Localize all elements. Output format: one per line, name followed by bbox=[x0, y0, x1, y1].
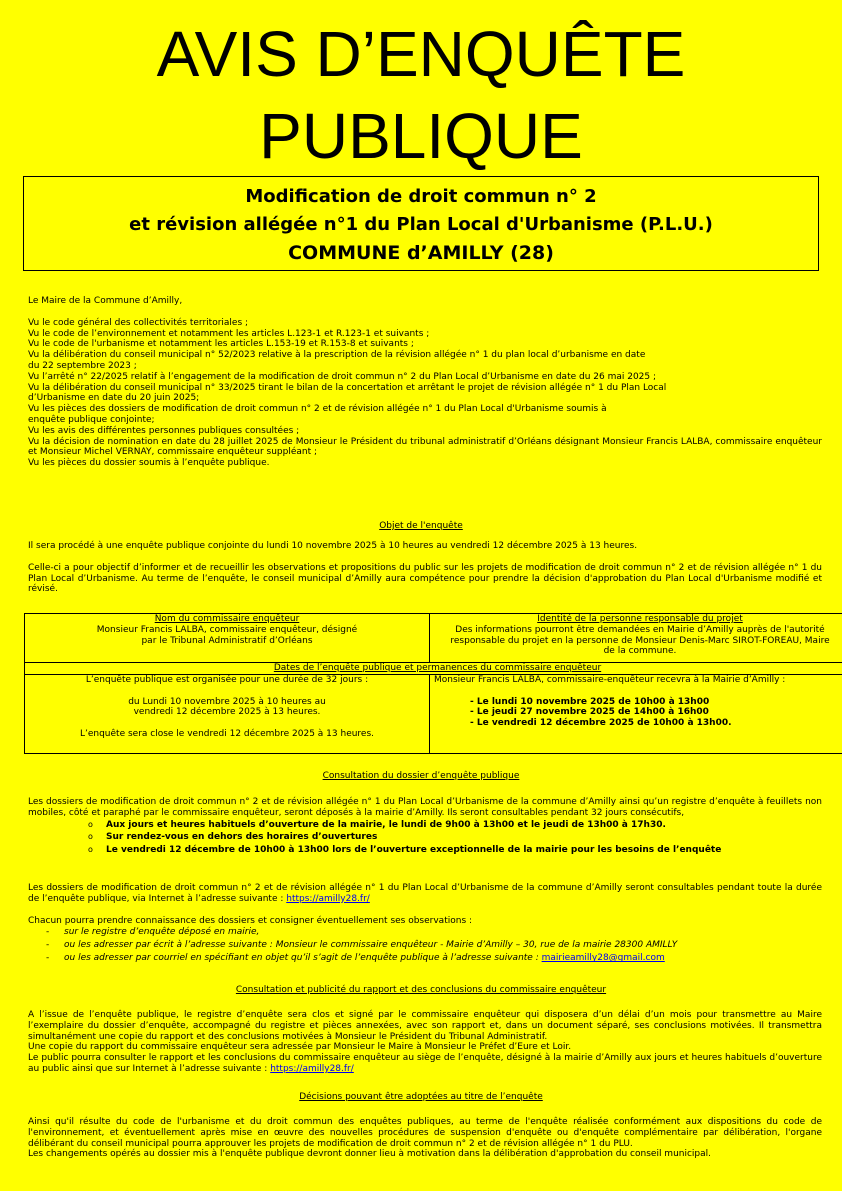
intro-section bbox=[28, 296, 822, 469]
dates-line-4: L’enquête sera close le vendredi 12 décembre 2025 à 13 heures. bbox=[79, 729, 375, 740]
permanences-cell bbox=[430, 674, 842, 753]
vu-item: Vu la décision de nomination en date du 28 juillet 2025 de Monsieur le Président du tribunal administratif d’Orléans désignant Monsieur Francis LALBA, commissaire enquêteur et Monsieur Michel VERNAY, commissaire enquêteur suppléant ; bbox=[28, 436, 822, 458]
rapport-section bbox=[28, 1010, 822, 1075]
vu-item: Vu les avis des différentes personnes publiques consultées ; bbox=[28, 425, 300, 436]
website-link[interactable]: https://amilly28.fr/ bbox=[270, 1063, 354, 1074]
consultation-bullet: o Sur rendez-vous en dehors des horaires d’ouvertures bbox=[106, 831, 822, 844]
dates-cell bbox=[25, 674, 430, 753]
title-line-2: PUBLIQUE bbox=[259, 100, 583, 172]
permanence-item: - Le lundi 10 novembre 2025 de 10h00 à 13h00 bbox=[470, 696, 710, 707]
vu-item: Vu le code de l’environnement et notamment les articles L.123-1 et R.123-1 et suivants ; bbox=[28, 328, 430, 339]
main-title bbox=[0, 14, 842, 178]
objet-paragraph-2: Celle-ci a pour objectif d’informer et de recueillir les observations et propositions du public sur les projets de modification de droit commun n° 2 et de révision allégée n° 1 du Plan Local d’Urbanisme. Au terme de l’enquête, le conseil municipal d’Amilly aura compétence pour prendre la décision d'approbation du Plan Local d'Urbanisme modifié et révisé. bbox=[28, 562, 822, 595]
objet-paragraph-1: Il sera procédé à une enquête publique conjointe du lundi 10 novembre 2025 à 10 heures au vendredi 12 décembre 2025 à 13 heures. bbox=[28, 541, 638, 551]
consultation-paragraph-2: Les dossiers de modification de droit commun n° 2 et de révision allégée n° 1 du Plan Local d’Urbanisme de la commune d’Amilly seront consultables pendant toute la durée de l’enquête publique, via Internet à l’adresse suivante : bbox=[28, 883, 822, 904]
decisions-section bbox=[28, 1117, 822, 1160]
responsable-header: Identité de la personne responsable du projet bbox=[537, 614, 743, 624]
subtitle-line-2: et révision allégée n°1 du Plan Local d'Urbanisme (P.L.U.) bbox=[129, 214, 713, 235]
subtitle-box bbox=[23, 176, 819, 271]
decisions-heading: Décisions pouvant être adoptées au titre de l’enquête bbox=[299, 1092, 543, 1102]
commissaire-cell bbox=[25, 614, 430, 663]
consultation-section bbox=[28, 797, 822, 856]
commissaire-text: Monsieur Francis LALBA, commissaire enquêteur, désigné par le Tribunal Administratif d’Orléans bbox=[96, 624, 358, 646]
greeting: Le Maire de la Commune d’Amilly, bbox=[28, 296, 183, 306]
responsable-cell bbox=[430, 614, 842, 663]
consultation-heading: Consultation du dossier d’enquête publique bbox=[322, 771, 520, 781]
permanence-item: - Le vendredi 12 décembre 2025 de 10h00 à 13h00. bbox=[470, 718, 732, 729]
title-line-1: AVIS D’ENQUÊTE bbox=[156, 18, 686, 90]
decisions-paragraph-1: Ainsi qu'il résulte du code de l'urbanisme et du droit commun des enquêtes publiques, au terme de l'enquête réalisée conformément aux dispositions du code de l'environnement, et éventuellement après mise en œuvre des nouvelles procédures de suspension d'enquête ou d'enquête complémentaire par délibération, l'organe délibérant du conseil municipal pourra approuver les projets de modification de droit commun n° 2 et de révision allégée n° 1 du PLU. bbox=[28, 1117, 822, 1149]
vu-item: Vu l’arrêté n° 22/2025 relatif à l’engagement de la modification de droit commun n° 2 du Plan Local d’Urbanisme en date du 26 mai 2025 ; bbox=[28, 371, 657, 382]
objet-heading: Objet de l'enquête bbox=[379, 521, 463, 531]
rapport-heading: Consultation et publicité du rapport et des conclusions du commissaire enquêteur bbox=[235, 985, 607, 995]
commissaire-header: Nom du commissaire enquêteur bbox=[154, 614, 300, 624]
observation-method: - ou les adresser par courriel en spécifiant en objet qu’il s’agit de l’enquête publique à l’adresse suivante : mairieamilly28@gmail.com bbox=[64, 952, 822, 965]
subtitle-line-1: Modification de droit commun n° 2 bbox=[245, 186, 597, 207]
subtitle-line-3: COMMUNE d’AMILLY (28) bbox=[288, 242, 554, 264]
vu-item: Vu le code de l'urbanisme et notamment les articles L.153-19 et R.153-8 et suivants ; bbox=[28, 339, 414, 350]
rapport-paragraph-2: Une copie du rapport du commissaire enquêteur sera adressée par Monsieur le Maire à Monsieur le Préfet d’Eure et Loir. bbox=[28, 1042, 572, 1053]
dates-header: Dates de l’enquête publique et permanences du commissaire enquêteur bbox=[25, 663, 842, 675]
vu-item: Vu les pièces du dossier soumis à l’enquête publique. bbox=[28, 458, 270, 469]
permanence-item: - Le jeudi 27 novembre 2025 de 14h00 à 16h00 bbox=[470, 707, 709, 718]
vu-item: Vu la délibération du conseil municipal n° 52/2023 relative à la prescription de la révision allégée n° 1 du plan local d’urbanisme en date du 22 septembre 2023 ; bbox=[28, 350, 646, 371]
rapport-paragraph-3: Le public pourra consulter le rapport et les conclusions du commissaire enquêteur au siège de l’enquête, désigné à la mairie d’Amilly aux jours et heures habituels d’ouverture au public ainsi que sur Internet à l’adresse suivante : bbox=[28, 1053, 822, 1074]
vu-item: Vu le code général des collectivités territoriales ; bbox=[28, 317, 249, 328]
dates-line-3: vendredi 12 décembre 2025 à 13 heures. bbox=[133, 707, 321, 718]
consultation-paragraph-3: Chacun pourra prendre connaissance des dossiers et consigner éventuellement ses observations : bbox=[28, 915, 473, 926]
info-table bbox=[24, 613, 842, 754]
observation-method: - sur le registre d’enquête déposé en mairie, bbox=[64, 926, 822, 939]
consultation-bullet: o Aux jours et heures habituels d’ouverture de la mairie, le lundi de 9h00 à 13h00 et le jeudi de 13h00 à 17h30. bbox=[106, 819, 822, 832]
website-link[interactable]: https://amilly28.fr/ bbox=[286, 893, 370, 904]
rapport-paragraph-1: A l’issue de l’enquête publique, le registre d’enquête sera clos et signé par le commissaire enquêteur qui disposera d’un délai d’un mois pour transmettre au Maire l’exemplaire du dossier d’enquête, accompagné du registre et pièces annexées, avec son rapport et, dans un document séparé, ses conclusions motivées. Il transmettra simultanément une copie du rapport et des conclusions motivées à Monsieur le Président du Tribunal Administratif. bbox=[28, 1010, 822, 1042]
responsable-text: Des informations pourront être demandées en Mairie d’Amilly auprès de l'autorité responsable du projet en la personne de Monsieur Denis-Marc SIROT-FOREAU, Maire de la commune. bbox=[450, 624, 830, 657]
consultation-bullet: o Le vendredi 12 décembre de 10h00 à 13h00 lors de l’ouverture exceptionnelle de la mairie pour les besoins de l’enquête bbox=[106, 844, 822, 857]
email-link[interactable]: mairieamilly28@gmail.com bbox=[541, 953, 665, 964]
permanences-intro: Monsieur Francis LALBA, commissaire-enquêteur recevra à la Mairie d’Amilly : bbox=[434, 674, 786, 685]
observation-methods bbox=[28, 926, 822, 965]
consultation-paragraph-1: Les dossiers de modification de droit commun n° 2 et de révision allégée n° 1 du Plan Local d’Urbanisme de la commune d’Amilly ainsi qu’un registre d’enquête à feuillets non mobiles, côté et paraphé par le commissaire enquêteur, seront déposés à la mairie d’Amilly. Ils seront consultables pendant 32 jours consécutifs, bbox=[28, 797, 822, 818]
observation-method: - ou les adresser par écrit à l’adresse suivante : Monsieur le commissaire enquêteur - Mairie d’Amilly – 30, rue de la mairie 28300 AMILLY bbox=[64, 939, 822, 952]
consultation-bullets bbox=[28, 819, 822, 857]
consultation-online bbox=[28, 883, 822, 965]
vu-item: Vu les pièces des dossiers de modification de droit commun n° 2 et de révision allégée n° 1 du Plan Local d'Urbanisme soumis à enquête publique conjointe; bbox=[28, 404, 607, 425]
dates-line-2: du Lundi 10 novembre 2025 à 10 heures au bbox=[128, 696, 326, 707]
dates-line-1: L’enquête publique est organisée pour une durée de 32 jours : bbox=[85, 674, 369, 685]
objet-section bbox=[28, 541, 822, 595]
vu-item: Vu la délibération du conseil municipal n° 33/2025 tirant le bilan de la concertation et arrêtant le projet de révision allégée n° 1 du Plan Local d’Urbanisme en date du 20 juin 2025; bbox=[28, 382, 667, 404]
decisions-paragraph-2: Les changements opérés au dossier mis à l'enquête publique devront donner lieu à motivation dans la délibération d'approbation du conseil municipal. bbox=[28, 1149, 712, 1160]
